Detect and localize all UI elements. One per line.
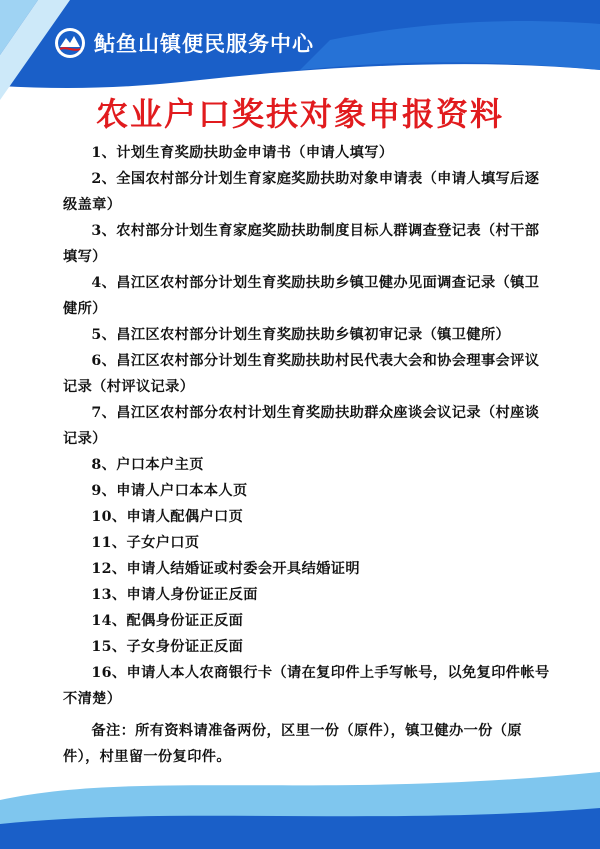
item-text: 昌江区农村部分计划生育奖励扶助乡镇卫健办见面调查记录（镇卫健所） <box>63 275 540 317</box>
item-text: 申请人结婚证或村委会开具结婚证明 <box>126 561 360 577</box>
item-number: 11、 <box>91 535 127 551</box>
item-text: 子女身份证正反面 <box>126 639 244 655</box>
item-number: 2、 <box>91 171 117 187</box>
item-number: 3、 <box>91 223 117 239</box>
item-number: 9、 <box>91 483 117 499</box>
document-title: 农业户口奖扶对象申报资料 <box>95 95 504 133</box>
item-text: 子女户口页 <box>126 535 200 551</box>
item-text: 申请人户口本本人页 <box>116 483 248 499</box>
list-item <box>63 218 553 270</box>
list-item <box>63 634 553 660</box>
org-name: 鲇鱼山镇便民服务中心 <box>94 32 314 56</box>
item-text: 申请人身份证正反面 <box>126 587 258 603</box>
item-number: 10、 <box>91 509 127 525</box>
town-emblem-icon <box>54 27 86 59</box>
item-number: 6、 <box>91 353 117 369</box>
list-item <box>63 166 553 218</box>
list-item <box>63 530 553 556</box>
item-number: 7、 <box>91 405 117 421</box>
item-text: 计划生育奖励扶助金申请书（申请人填写） <box>116 145 394 161</box>
list-item <box>63 400 553 452</box>
item-number: 14、 <box>91 613 127 629</box>
item-text: 昌江区农村部分计划生育奖励扶助村民代表大会和协会理事会评议记录（村评议记录） <box>63 353 540 395</box>
list-item <box>63 504 553 530</box>
remarks-note: 备注：所有资料请准备两份，区里一份（原件），镇卫健办一份（原件），村里留一份复印件。 <box>63 723 522 765</box>
materials-list <box>63 140 553 770</box>
item-number: 13、 <box>91 587 127 603</box>
list-item <box>63 556 553 582</box>
list-item <box>63 582 553 608</box>
list-item <box>63 452 553 478</box>
item-text: 昌江区农村部分计划生育奖励扶助乡镇初审记录（镇卫健所） <box>116 327 511 343</box>
item-number: 4、 <box>91 275 117 291</box>
list-item <box>63 478 553 504</box>
list-item <box>63 660 553 712</box>
item-number: 12、 <box>91 561 127 577</box>
item-text: 申请人本人农商银行卡（请在复印件上手写帐号，以免复印件帐号不清楚） <box>63 665 550 707</box>
item-number: 15、 <box>91 639 127 655</box>
item-text: 全国农村部分计划生育家庭奖励扶助对象申请表（申请人填写后逐级盖章） <box>63 171 540 213</box>
list-item <box>63 322 553 348</box>
item-text: 农村部分计划生育家庭奖励扶助制度目标人群调查登记表（村干部填写） <box>63 223 540 265</box>
list-item <box>63 140 553 166</box>
item-text: 昌江区农村部分农村计划生育奖励扶助群众座谈会议记录（村座谈记录） <box>63 405 540 447</box>
item-number: 8、 <box>91 457 117 473</box>
item-number: 1、 <box>91 145 117 161</box>
list-item <box>63 348 553 400</box>
item-number: 16、 <box>91 665 127 681</box>
item-number: 5、 <box>91 327 117 343</box>
item-text: 户口本户主页 <box>116 457 204 473</box>
item-text: 申请人配偶户口页 <box>126 509 244 525</box>
org-header <box>54 23 314 63</box>
list-item <box>63 608 553 634</box>
list-item <box>63 270 553 322</box>
item-text: 配偶身份证正反面 <box>126 613 244 629</box>
